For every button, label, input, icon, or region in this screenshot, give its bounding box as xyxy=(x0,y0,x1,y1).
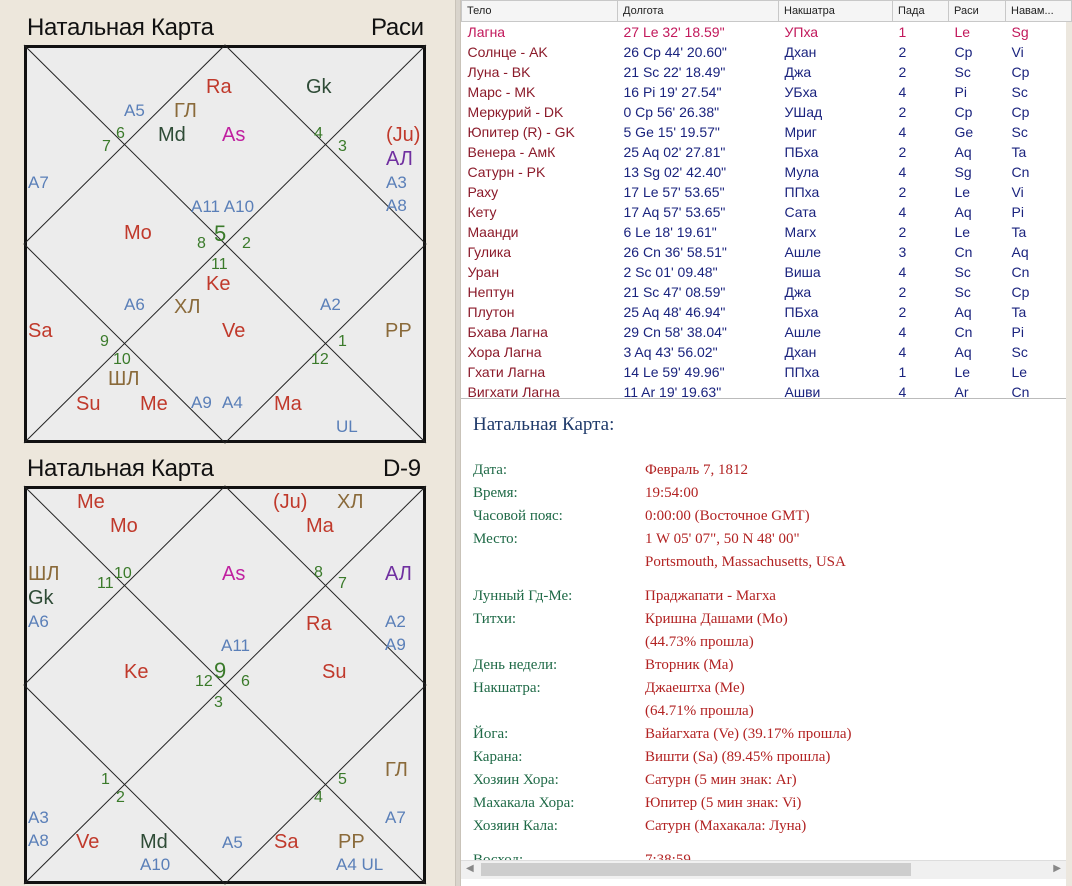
table-cell: Cp xyxy=(1011,104,1030,120)
info-value: Праджапати - Магха xyxy=(645,588,776,604)
table-cell: 11 Ar 19' 19.63" xyxy=(623,384,722,400)
table-cell: Сата xyxy=(784,204,817,220)
column-header[interactable]: Накшатра xyxy=(779,1,893,22)
table-cell: ПБха xyxy=(784,304,819,320)
chart-label: A5 xyxy=(124,101,145,120)
table-cell: Le xyxy=(1011,364,1028,380)
table-row[interactable] xyxy=(462,202,1072,222)
table-cell: 2 xyxy=(898,184,907,200)
chart-label: A6 xyxy=(28,612,49,631)
table-row[interactable] xyxy=(462,122,1072,142)
chart-label: 10 xyxy=(114,565,132,582)
chart1-type-label: Раси xyxy=(371,14,424,41)
table-cell: Le xyxy=(954,184,971,200)
table-cell: 4 xyxy=(898,84,907,100)
table-cell: 2 xyxy=(898,144,907,160)
table-cell: Бхава Лагна xyxy=(467,324,548,340)
center-rasi-number: 5 xyxy=(214,221,227,246)
chart-label: A3 xyxy=(28,808,49,827)
table-cell: Джа xyxy=(784,64,812,80)
table-cell: 26 Cn 36' 58.51" xyxy=(623,244,727,260)
table-cell: Sc xyxy=(954,264,971,280)
chart-label: АЛ xyxy=(385,563,412,585)
chart-label: 2 xyxy=(242,235,251,252)
table-row[interactable] xyxy=(462,302,1072,322)
rasi-chart[interactable] xyxy=(24,45,426,443)
table-row[interactable] xyxy=(462,102,1072,122)
info-label: Время: xyxy=(473,485,518,501)
table-cell: 16 Pi 19' 27.54" xyxy=(623,84,722,100)
chart1-title: Натальная Карта xyxy=(27,14,214,41)
info-value: (44.73% прошла) xyxy=(645,634,754,650)
table-row[interactable] xyxy=(462,382,1072,402)
column-header[interactable]: Пада xyxy=(893,1,949,22)
table-cell: Ашле xyxy=(784,324,822,340)
chart-label: A8 xyxy=(386,196,407,215)
table-cell: ППха xyxy=(784,364,820,380)
info-value: Юпитер (5 мин знак: Vi) xyxy=(645,795,802,811)
table-cell: 6 Le 18' 19.61" xyxy=(623,224,717,240)
chart-label: A11 xyxy=(221,636,250,655)
table-cell: Юпитер (R) - GK xyxy=(467,124,575,140)
table-cell: Луна - BK xyxy=(467,64,531,80)
chart-label: 9 xyxy=(100,333,109,350)
chart-label: Su xyxy=(322,661,347,683)
table-cell: Cn xyxy=(954,324,973,340)
table-cell: Хора Лагна xyxy=(467,344,542,360)
chart-label: A4 UL xyxy=(336,855,384,874)
chart-label: PP xyxy=(385,320,412,342)
table-cell: 1 xyxy=(898,24,907,40)
chart-label: Me xyxy=(77,491,105,513)
chart-label: ГЛ xyxy=(385,759,408,781)
info-value: 19:54:00 xyxy=(645,485,699,501)
chart-label: Ke xyxy=(124,661,149,683)
table-cell: Марс - MK xyxy=(467,84,536,100)
info-label: День недели: xyxy=(473,657,558,673)
table-row[interactable] xyxy=(462,222,1072,242)
planet-table-container[interactable] xyxy=(461,0,1066,399)
table-cell: Нептун xyxy=(467,284,515,300)
charts-panel xyxy=(0,0,455,886)
scroll-right-icon[interactable]: ▶ xyxy=(1053,863,1061,874)
chart-label: 12 xyxy=(195,673,213,690)
chart-label: 11 xyxy=(211,256,228,273)
scrollbar-thumb[interactable] xyxy=(481,863,911,876)
chart-label: 11 xyxy=(97,575,114,592)
info-value: (64.71% прошла) xyxy=(645,703,754,719)
table-cell: Cn xyxy=(1011,164,1030,180)
table-cell: 5 Ge 15' 19.57" xyxy=(623,124,720,140)
info-label: Лунный Гд-Ме: xyxy=(473,588,573,604)
chart-label: A9 xyxy=(385,635,406,654)
table-cell: Ta xyxy=(1011,224,1027,240)
table-cell: Мула xyxy=(784,164,819,180)
info-label: Накшатра: xyxy=(473,680,541,696)
chart-label: 12 xyxy=(311,351,329,368)
table-cell: 4 xyxy=(898,324,907,340)
table-cell: 4 xyxy=(898,204,907,220)
chart-label: ШЛ xyxy=(28,563,60,585)
table-cell: 21 Sc 47' 08.59" xyxy=(623,284,726,300)
chart-label: Gk xyxy=(28,587,54,609)
chart-label: Ke xyxy=(206,273,231,295)
column-header[interactable]: Долгота xyxy=(618,1,779,22)
table-cell: Pi xyxy=(1011,324,1024,340)
chart-label: 4 xyxy=(314,125,323,142)
table-cell: Sg xyxy=(1011,24,1029,40)
table-cell: Cn xyxy=(1011,384,1030,400)
table-cell: Cp xyxy=(954,104,973,120)
info-label: Карана: xyxy=(473,749,523,765)
table-cell: Мaанди xyxy=(467,224,519,240)
table-cell: 0 Cp 56' 26.38" xyxy=(623,104,720,120)
table-cell: Aq xyxy=(954,344,972,360)
chart-label: Ra xyxy=(306,613,332,635)
chart-label: Ma xyxy=(306,515,334,537)
chart-label: PP xyxy=(338,831,365,853)
table-cell: Cp xyxy=(954,44,973,60)
table-cell: 25 Aq 02' 27.81" xyxy=(623,144,726,160)
table-row[interactable] xyxy=(462,362,1072,382)
info-value: Сатурн (Махакала: Луна) xyxy=(645,818,807,834)
chart-label: A3 xyxy=(386,173,407,192)
chart-info-panel xyxy=(461,400,1066,858)
table-cell: Лагна xyxy=(467,24,506,40)
table-cell: Ашле xyxy=(784,244,822,260)
table-cell: Джа xyxy=(784,284,812,300)
table-cell: 2 xyxy=(898,284,907,300)
table-cell: УПха xyxy=(784,24,819,40)
column-header[interactable]: Навам... xyxy=(1006,1,1072,22)
table-cell: Cp xyxy=(1011,64,1030,80)
chart-label: 5 xyxy=(338,771,347,788)
chart-label: 1 xyxy=(338,333,347,350)
table-cell: Меркурий - DK xyxy=(467,104,564,120)
chart-label: Sa xyxy=(28,320,53,342)
table-cell: Солнце - AK xyxy=(467,44,548,60)
chart-label: 4 xyxy=(314,789,323,806)
chart-label: 8 xyxy=(314,564,323,581)
chart-label: 1 xyxy=(101,771,110,788)
chart-label: Gk xyxy=(306,76,332,98)
chart-label: A7 xyxy=(385,808,406,827)
table-cell: 25 Aq 48' 46.94" xyxy=(623,304,726,320)
table-cell: Pi xyxy=(954,84,967,100)
chart-label: (Ju) xyxy=(386,124,421,146)
info-value: Вайагхата (Ve) (39.17% прошла) xyxy=(645,726,852,742)
chart-label: 7 xyxy=(338,575,347,592)
table-cell: Aq xyxy=(954,304,972,320)
table-cell: УШад xyxy=(784,104,823,120)
table-cell: 2 xyxy=(898,104,907,120)
table-cell: Ge xyxy=(954,124,974,140)
chart-label: Ma xyxy=(274,393,302,415)
table-cell: Уран xyxy=(467,264,500,280)
chart-label: A10 xyxy=(140,855,171,874)
table-row[interactable] xyxy=(462,262,1072,282)
chart-label: ХЛ xyxy=(174,296,201,318)
table-cell: Вигхати Лагна xyxy=(467,384,560,400)
table-cell: Aq xyxy=(1011,244,1029,260)
table-cell: 4 xyxy=(898,124,907,140)
table-cell: Магх xyxy=(784,224,817,240)
chart-label: 2 xyxy=(116,789,125,806)
table-cell: Дхан xyxy=(784,344,817,360)
table-cell: Sc xyxy=(1011,84,1028,100)
info-label: Титхи: xyxy=(473,611,517,627)
table-row[interactable] xyxy=(462,142,1072,162)
table-row[interactable] xyxy=(462,182,1072,202)
table-cell: Cn xyxy=(954,244,973,260)
table-cell: Виша xyxy=(784,264,821,280)
table-cell: 2 xyxy=(898,44,907,60)
chart-label: As xyxy=(222,563,246,585)
table-cell: Cn xyxy=(1011,264,1030,280)
info-label: Йога: xyxy=(473,726,509,742)
table-cell: Sc xyxy=(954,284,971,300)
table-cell: УБха xyxy=(784,84,818,100)
chart-label: As xyxy=(222,124,246,146)
table-cell: Sc xyxy=(1011,124,1028,140)
table-cell: Ta xyxy=(1011,304,1027,320)
table-cell: ППха xyxy=(784,184,820,200)
info-value: Portsmouth, Massachusetts, USA xyxy=(645,554,846,570)
column-header[interactable]: Тело xyxy=(462,1,618,22)
chart-label: ГЛ xyxy=(174,100,197,122)
chart-label: АЛ xyxy=(386,148,413,170)
table-row[interactable] xyxy=(462,22,1072,43)
info-value: 0:00:00 (Восточное GMT) xyxy=(645,508,810,524)
chart2-type-label: D-9 xyxy=(383,455,421,482)
table-cell: Ашви xyxy=(784,384,821,400)
table-cell: 17 Aq 57' 53.65" xyxy=(623,204,726,220)
chart-label: A2 xyxy=(385,612,406,631)
chart-label: 7 xyxy=(102,138,111,155)
chart-label: A4 xyxy=(222,393,243,412)
table-cell: ПБха xyxy=(784,144,819,160)
table-cell: Aq xyxy=(954,204,972,220)
info-value: Кришна Дашами (Mo) xyxy=(645,611,788,627)
table-cell: Sc xyxy=(954,64,971,80)
table-cell: Дхан xyxy=(784,44,817,60)
chart-label: A8 xyxy=(28,831,49,850)
table-cell: 2 xyxy=(898,304,907,320)
chart-label: Mo xyxy=(110,515,138,537)
chart-label: A5 xyxy=(222,833,243,852)
table-cell: 14 Le 59' 49.96" xyxy=(623,364,725,380)
table-cell: Sg xyxy=(954,164,972,180)
chart-label: 3 xyxy=(338,138,347,155)
chart-label: ХЛ xyxy=(337,491,364,513)
table-cell: 21 Sc 22' 18.49" xyxy=(623,64,726,80)
chart-label: 8 xyxy=(197,235,206,252)
center-navamsa-number: 9 xyxy=(214,658,227,683)
info-value: Сатурн (5 мин знак: Ar) xyxy=(645,772,797,788)
table-cell: 4 xyxy=(898,384,907,400)
table-row[interactable] xyxy=(462,342,1072,362)
table-row[interactable] xyxy=(462,322,1072,342)
table-cell: Le xyxy=(954,224,971,240)
chart-label: 10 xyxy=(113,351,131,368)
table-cell: 2 xyxy=(898,224,907,240)
table-cell: Le xyxy=(954,24,971,40)
info-value: Февраль 7, 1812 xyxy=(645,462,748,478)
info-title: Натальная Карта: xyxy=(473,414,615,435)
chart2-title: Натальная Карта xyxy=(27,455,214,482)
table-cell: Сатурн - PK xyxy=(467,164,546,180)
chart-label: Me xyxy=(140,393,168,415)
chart-label: A7 xyxy=(28,173,49,192)
table-row[interactable] xyxy=(462,282,1072,302)
table-cell: 3 xyxy=(898,244,907,260)
table-cell: 2 xyxy=(898,64,907,80)
table-cell: Гулика xyxy=(467,244,512,260)
chart-label: Su xyxy=(76,393,101,415)
info-label: Махакала Хора: xyxy=(473,795,575,811)
table-cell: 4 xyxy=(898,344,907,360)
table-cell: Ta xyxy=(1011,144,1027,160)
table-row[interactable] xyxy=(462,242,1072,262)
table-cell: Le xyxy=(954,364,971,380)
info-value: Вишти (Sa) (89.45% прошла) xyxy=(645,749,831,765)
table-cell: Венера - АмК xyxy=(467,144,556,160)
navamsa-chart[interactable] xyxy=(24,486,426,884)
table-cell: 17 Le 57' 53.65" xyxy=(623,184,725,200)
chart-label: A11 A10 xyxy=(191,197,255,216)
table-cell: Vi xyxy=(1011,184,1024,200)
info-value: Джаештха (Me) xyxy=(645,680,745,696)
chart-label: 3 xyxy=(214,694,223,711)
table-cell: 4 xyxy=(898,264,907,280)
table-cell: 3 Aq 43' 56.02" xyxy=(623,344,718,360)
chart-label: (Ju) xyxy=(273,491,308,513)
info-label: Хозяин Кала: xyxy=(473,818,558,834)
table-row[interactable] xyxy=(462,62,1072,82)
info-label: Хозяин Хора: xyxy=(473,772,559,788)
chart-label: Sa xyxy=(274,831,299,853)
table-cell: Pi xyxy=(1011,204,1024,220)
horizontal-scrollbar[interactable] xyxy=(461,860,1066,879)
table-cell: Cp xyxy=(1011,284,1030,300)
table-cell: Sc xyxy=(1011,344,1028,360)
table-cell: Гхати Лагна xyxy=(467,364,546,380)
table-cell: Vi xyxy=(1011,44,1024,60)
scroll-left-icon[interactable]: ◀ xyxy=(466,863,474,874)
chart-label: UL xyxy=(336,417,358,436)
table-cell: 1 xyxy=(898,364,907,380)
table-cell: 4 xyxy=(898,164,907,180)
chart-label: 6 xyxy=(241,673,250,690)
chart-label: A6 xyxy=(124,295,145,314)
chart-label: ШЛ xyxy=(108,368,140,390)
table-cell: Aq xyxy=(954,144,972,160)
planet-table xyxy=(461,0,1072,402)
info-label: Часовой пояс: xyxy=(473,508,563,524)
chart-label: Md xyxy=(140,831,168,853)
chart-label: Ve xyxy=(222,320,246,342)
table-cell: Ar xyxy=(954,384,969,400)
info-label: Место: xyxy=(473,531,518,547)
column-header[interactable]: Раси xyxy=(949,1,1006,22)
table-cell: 13 Sg 02' 42.40" xyxy=(623,164,727,180)
table-cell: Раху xyxy=(467,184,499,200)
table-body xyxy=(462,22,1072,403)
table-cell: Плутон xyxy=(467,304,515,320)
chart-label: Md xyxy=(158,124,186,146)
table-row[interactable] xyxy=(462,42,1072,62)
table-cell: 29 Cn 58' 38.04" xyxy=(623,324,727,340)
chart-label: 6 xyxy=(116,125,125,142)
chart-label: A9 xyxy=(191,393,212,412)
table-header xyxy=(462,1,1072,22)
info-value: 1 W 05' 07", 50 N 48' 00" xyxy=(645,531,800,547)
table-cell: Кету xyxy=(467,204,497,220)
table-cell: 27 Le 32' 18.59" xyxy=(623,24,725,40)
chart-label: A2 xyxy=(320,295,341,314)
table-cell: Мриг xyxy=(784,124,817,140)
data-panel xyxy=(461,0,1066,886)
info-label: Дата: xyxy=(473,462,508,478)
info-value: Вторник (Ma) xyxy=(645,657,734,673)
table-cell: 26 Cp 44' 20.60" xyxy=(623,44,727,60)
table-cell: 2 Sc 01' 09.48" xyxy=(623,264,718,280)
table-row[interactable] xyxy=(462,162,1072,182)
chart-label: Mo xyxy=(124,222,152,244)
chart-label: Ra xyxy=(206,76,232,98)
table-row[interactable] xyxy=(462,82,1072,102)
chart-label: Ve xyxy=(76,831,100,853)
